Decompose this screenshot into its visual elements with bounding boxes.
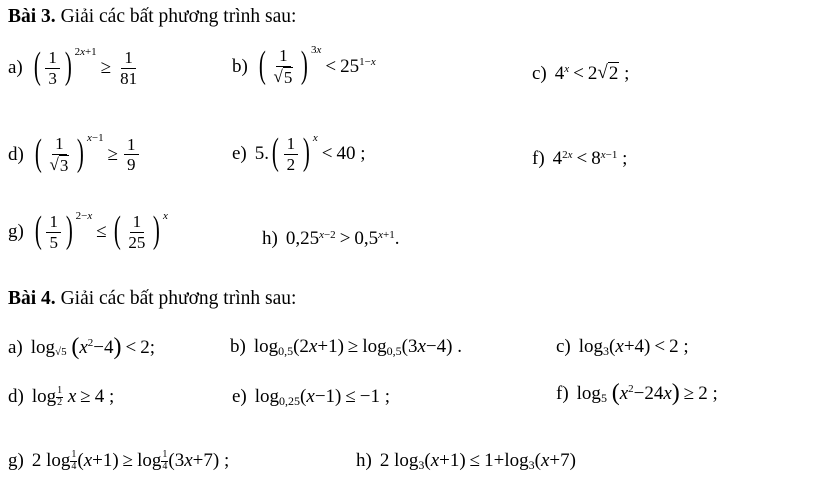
exercise-4h: h) 2 log $_3$ ( x +1) ≤ 1+log $_3$ ( x +7)	[356, 450, 576, 472]
exercise-3-instruction: Giải các bất phương trình sau:	[55, 6, 297, 27]
item-tail: ;	[108, 386, 115, 407]
exercise-3h: h) 0,25 $^{x -2}$ > 0,5 $^{x +1}$ .	[262, 228, 400, 249]
exercise-4d: d) log $\frac{1}{2}$ x ≥ 4 ;	[8, 385, 115, 408]
item-label: f)	[532, 148, 545, 169]
exercise-4g: g) 2 log $\frac{1}{4}$ ( x +1) ≥ log $\frac{1}{4}$ (3 x +7) ;	[8, 449, 230, 472]
item-label: e)	[232, 143, 247, 165]
exercise-3c: c) 4 $^x$ < 2 √ 2 ;	[532, 62, 630, 84]
item-label: f)	[556, 382, 569, 404]
item-tail: ;	[360, 143, 366, 165]
item-tail: ;	[384, 386, 391, 407]
item-tail: ;	[622, 148, 628, 169]
exercise-4-number: Bài 4.	[8, 288, 56, 309]
item-tail: ;	[223, 450, 230, 471]
item-label: a)	[8, 57, 23, 79]
exercise-4e: e) log $_{0,25}$ ( x −1) ≤ −1 ;	[232, 386, 391, 408]
item-tail: .	[457, 336, 462, 357]
item-tail: ;	[712, 382, 718, 404]
exercise-3-number: Bài 3.	[8, 6, 56, 27]
exercise-4f: f) log $_5$ ( x $^2$ −24 x ) ≥ 2 ;	[556, 380, 718, 406]
item-label: g)	[8, 221, 24, 243]
exercise-3a: a) ( $\frac{1}{3}$ ) $^{2x +1}$ ≥ $\frac{1}{81}$	[8, 45, 138, 88]
exercise-3-heading	[8, 6, 296, 28]
item-tail: ;	[624, 62, 630, 84]
item-label: c)	[532, 62, 547, 84]
exercise-3d: d) ( 1 √ 3 ) $^{x -1}$ ≥ $\frac{1}{9}$	[8, 134, 141, 176]
item-label: b)	[232, 55, 248, 77]
item-label: a)	[8, 336, 23, 358]
exercise-4c: c) log $_3$ ( x +4) < 2 ;	[556, 336, 689, 358]
item-tail: ;	[149, 336, 155, 358]
item-label: h)	[262, 228, 278, 249]
item-label: e)	[232, 386, 247, 407]
exercise-4a: a) log $_{√5}$ ( x $^2$ −4 ) < 2 ;	[8, 334, 155, 360]
exercise-3f: f) 4 $^{2x}$ < 8 $^{x -1}$ ;	[532, 148, 628, 169]
exercise-3g: g) ( $\frac{1}{5}$ ) $^{2-x}$ ≤ ( $\frac{1}{25}$ ) $^x$	[8, 209, 168, 252]
item-label: h)	[356, 450, 372, 471]
exercise-4-heading	[8, 288, 296, 310]
item-label: b)	[230, 336, 246, 357]
item-label: d)	[8, 143, 24, 165]
item-label: c)	[556, 336, 571, 357]
item-label: g)	[8, 450, 24, 471]
exercise-3e: e) 5. ( $\frac{1}{2}$ ) $^x$ < 40 ;	[232, 131, 366, 174]
item-tail: .	[394, 228, 400, 249]
exercise-4-instruction: Giải các bất phương trình sau:	[55, 288, 297, 309]
exercise-4b: b) log $_{0,5}$ (2 x +1) ≥ log $_{0,5}$ (3 x −4) .	[230, 336, 462, 358]
item-tail: ;	[683, 336, 689, 357]
exercise-3b: b) ( 1 √ 5 ) $^{3x}$ < 25 $^{1-x}$	[232, 43, 376, 87]
item-label: d)	[8, 386, 24, 407]
